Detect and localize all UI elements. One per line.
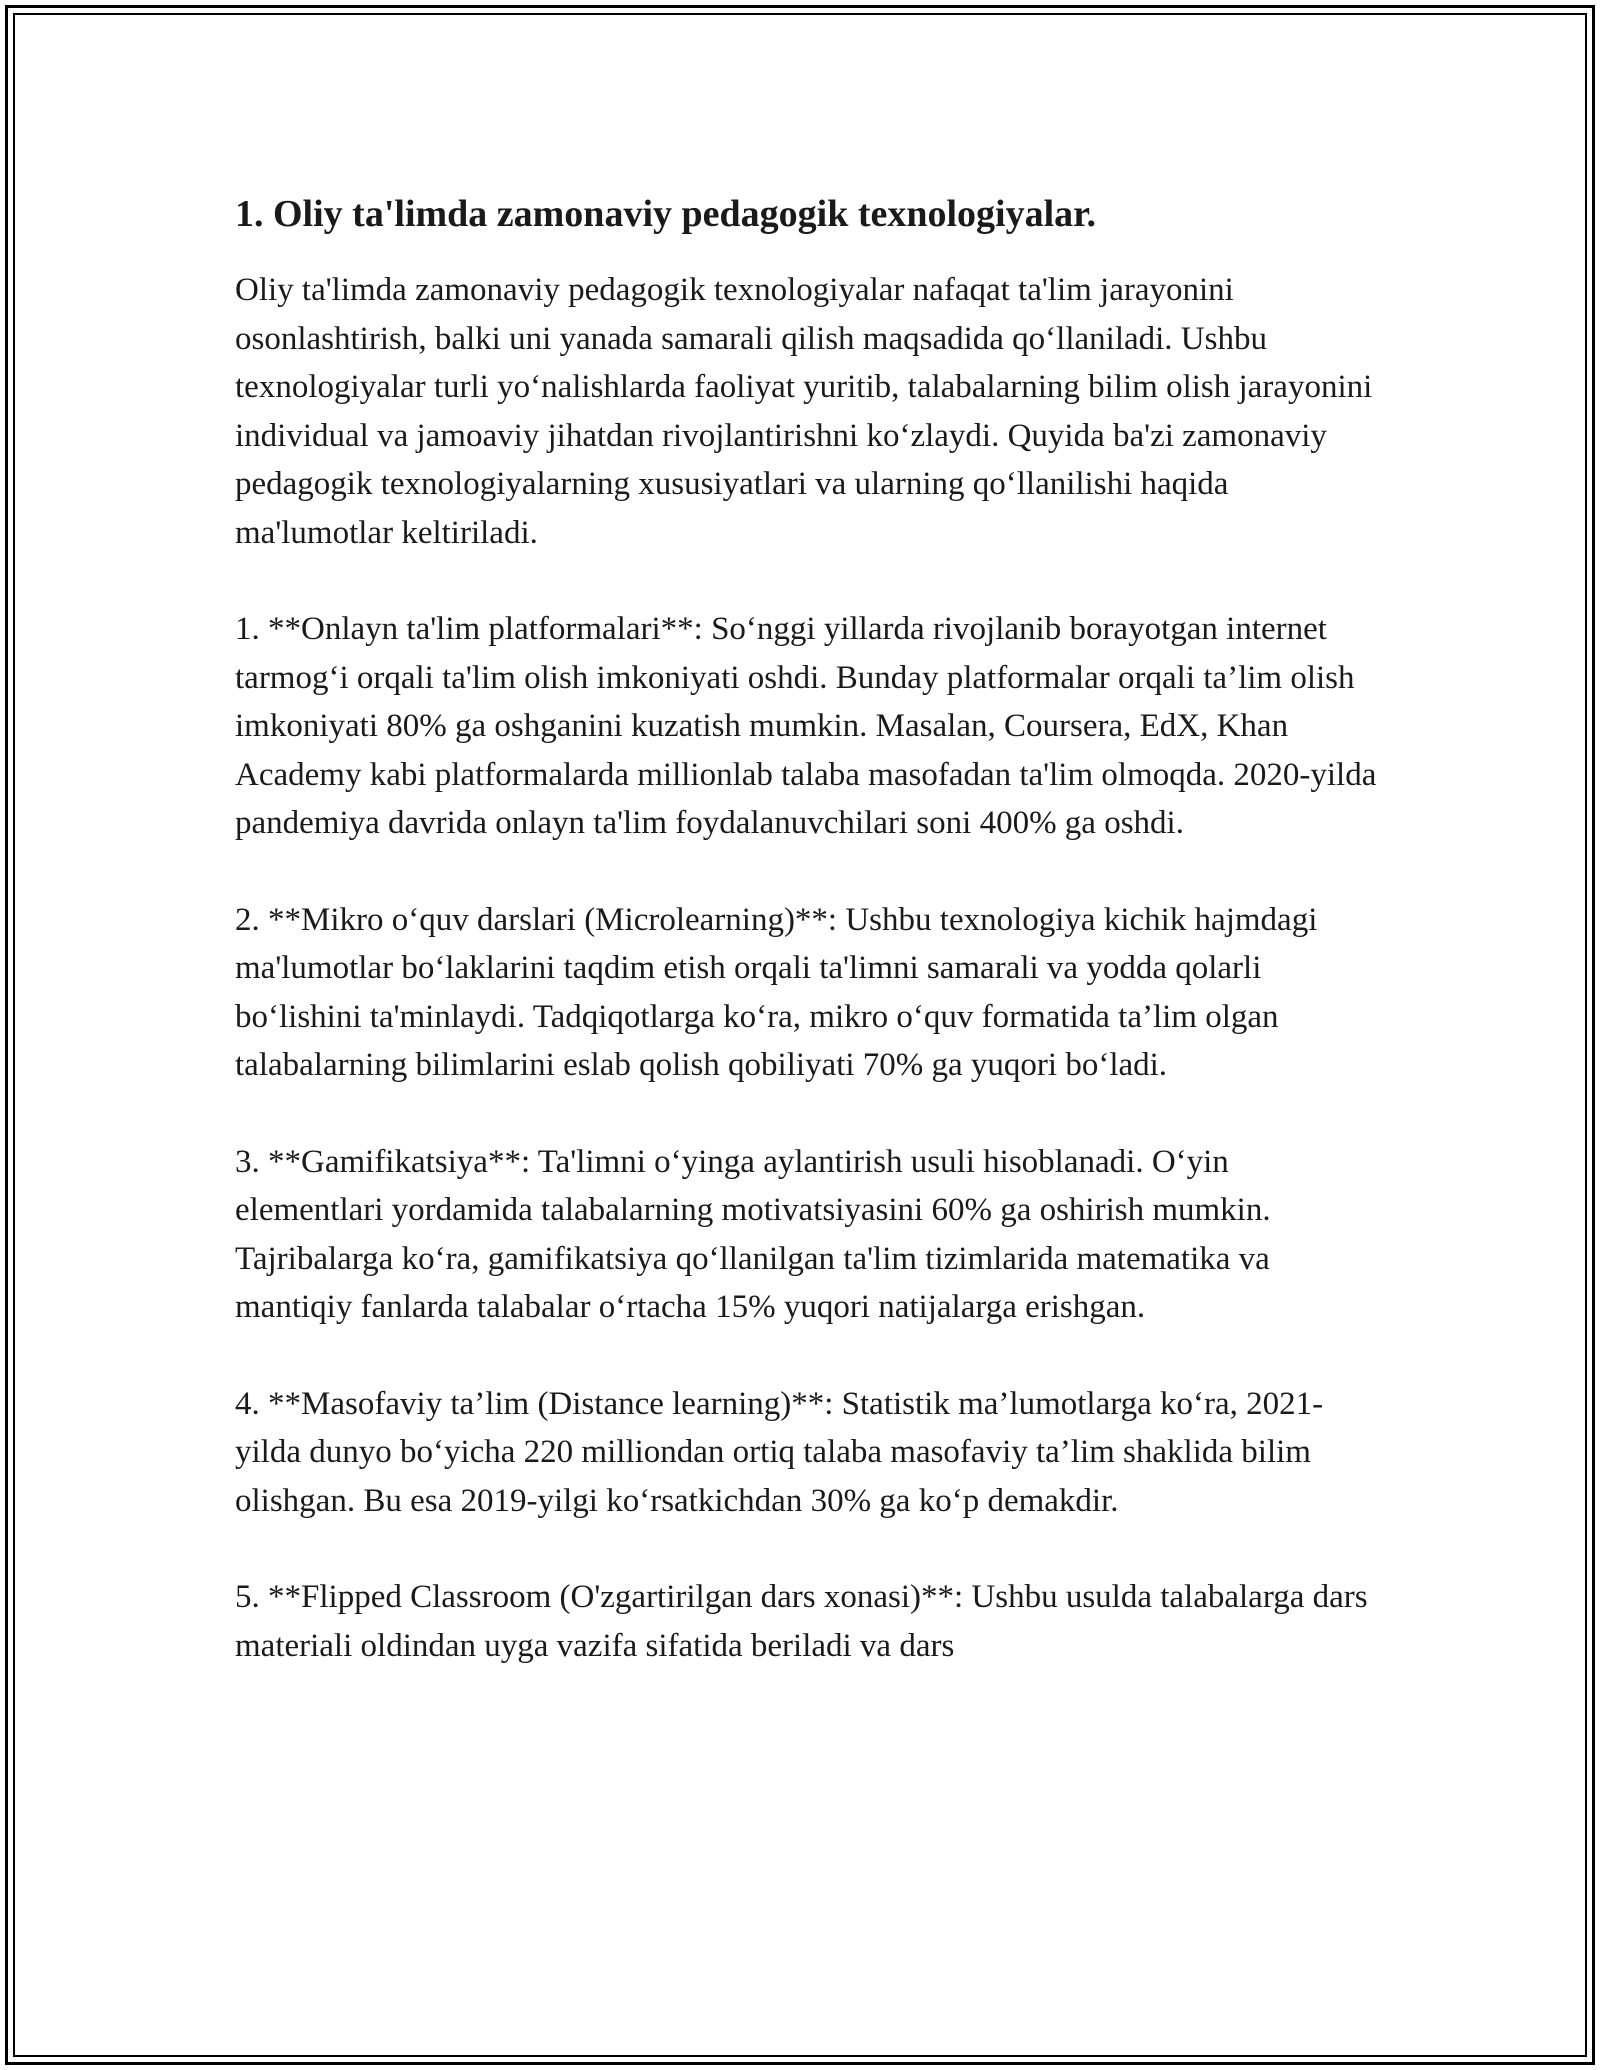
document-title: 1. Oliy ta'limda zamonaviy pedagogik texnologiyalar. bbox=[235, 193, 1097, 235]
intro-paragraph: Oliy ta'limda zamonaviy pedagogik texnologiyalar nafaqat ta'lim jarayonini osonlashtirish, balki uni yanada samarali qilish maqsadida qo‘llaniladi. Ushbu texnologiyalar turli yo‘nalishlarda faoliyat yuritib, talabalarning bilim olish jarayonini individual va jamoaviy jihatdan rivojlantirishni ko‘zlaydi. Quyida ba'zi zamonaviy pedagogik texnologiyalarning xususiyatlari va ularning qo‘llanilishi haqida ma'lumotlar keltiriladi. bbox=[235, 272, 1373, 551]
list-item-gamification: 3. **Gamifikatsiya**: Ta'limni o‘yinga aylantirish usuli hisoblanadi. O‘yin elementlari yordamida talabalarning motivatsiyasini 60% ga oshirish mumkin. Tajribalarga ko‘ra, gamifikatsiya qo‘llanilgan ta'lim tizimlarida matematika va mantiqiy fanlarda talabalar o‘rtacha 15% yuqori natijalarga erishgan. bbox=[235, 1143, 1271, 1325]
list-item-microlearning: 2. **Mikro o‘quv darslari (Microlearning)**: Ushbu texnologiya kichik hajmdagi ma'lumotlar bo‘laklarini taqdim etish orqali ta'limni samarali va yodda qolarli bo‘lishini ta'minlaydi. Tadqiqotlarga ko‘ra, mikro o‘quv formatida ta’lim olgan talabalarning bilimlarini eslab qolish qobiliyati 70% ga yuqori bo‘ladi. bbox=[235, 901, 1318, 1083]
list-item-flipped-classroom: 5. **Flipped Classroom (O'zgartirilgan dars xonasi)**: Ushbu usulda talabalarga dars materiali oldindan uyga vazifa sifatida beriladi va dars bbox=[235, 1579, 1368, 1664]
list-item-distance-learning: 4. **Masofaviy ta’lim (Distance learning)**: Statistik ma’lumotlarga ko‘ra, 2021-yilda dunyo bo‘yicha 220 milliondan ortiq talaba masofaviy ta’lim shaklida bilim olishgan. Bu esa 2019-yilgi ko‘rsatkichdan 30% ga ko‘p demakdir. bbox=[235, 1385, 1324, 1519]
document-body bbox=[235, 188, 1385, 1718]
list-item-online-platforms: 1. **Onlayn ta'lim platformalari**: So‘nggi yillarda rivojlanib borayotgan internet tarmog‘i orqali ta'lim olish imkoniyati oshdi. Bunday platformalar orqali ta’lim olish imkoniyati 80% ga oshganini kuzatish mumkin. Masalan, Coursera, EdX, Khan Academy kabi platformalarda millionlab talaba masofadan ta'lim olmoqda. 2020-yilda pandemiya davrida onlayn ta'lim foydalanuvchilari soni 400% ga oshdi. bbox=[235, 611, 1377, 841]
